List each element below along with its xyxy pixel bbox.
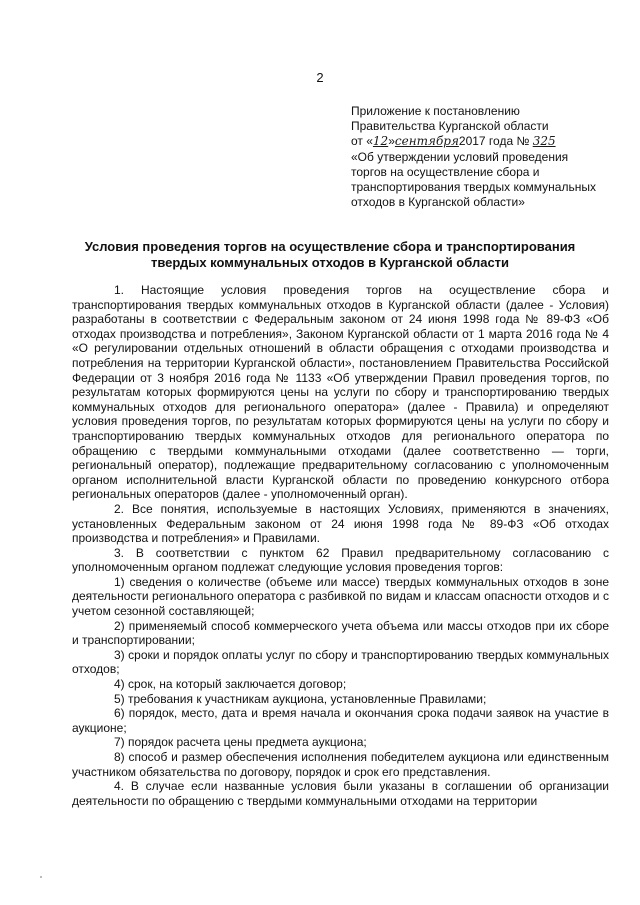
list-item-1: 1) сведения о количестве (объеме или массе) твердых коммунальных отходов в зоне деятельности регионального оператора с разбивкой по видам и классам опасности отходов и с учетом сезонной составляющей;: [72, 574, 609, 619]
appendix-line-2: Правительства Курганской области: [351, 119, 549, 134]
list-item-6: 6) порядок, место, дата и время начала и окончания срока подачи заявок на участие в аукционе;: [72, 706, 609, 735]
appendix-line-5: торгов на осуществление сбора и: [351, 164, 540, 179]
handwritten-number: 325: [532, 134, 556, 149]
list-item-2: 2) применяемый способ коммерческого учета объема или массы отходов при их сборе и транспортировании;: [72, 618, 609, 648]
appendix-date-line: [351, 134, 611, 149]
handwritten-month: сентября: [394, 134, 459, 149]
document-body: [72, 283, 609, 808]
scan-speck: [40, 876, 42, 878]
list-item-4: 4) срок, на который заключается договор;: [114, 677, 347, 692]
paragraph-3: 3. В соответствии с пунктом 62 Правил предварительному согласованию с уполномоченным органом подлежат следующие условия проведения торгов:: [72, 545, 609, 575]
appendix-line-6: транспортирования твердых коммунальных: [351, 180, 596, 195]
document-title: [60, 239, 600, 271]
page-number: 2: [316, 70, 324, 85]
paragraph-4: 4. В случае если названные условия были указаны в соглашении об организации деятельности по обращению с твердыми коммунальными отходами на территории: [72, 779, 609, 808]
list-item-7: 7) порядок расчета цены предмета аукциона;: [114, 735, 367, 750]
list-item-8: 8) способ и размер обеспечения исполнения победителем аукциона или единственным участником обязательства по договору, порядок и срок его представления.: [72, 750, 609, 779]
handwritten-day: 12: [372, 134, 389, 149]
list-item-5: 5) требования к участникам аукциона, установленные Правилами;: [114, 691, 487, 706]
paragraph-2: 2. Все понятия, используемые в настоящих Условиях, применяются в значениях, установленных Федеральным законом от 24 июня 1998 года № 89-ФЗ «Об отходах производства и потребления» и Правилами.: [72, 501, 609, 546]
appendix-header: [351, 104, 611, 210]
appendix-line-4: «Об утверждении условий проведения: [351, 149, 569, 164]
date-prefix: от «: [351, 134, 373, 149]
date-separator: »: [388, 134, 395, 149]
title-line-2: твердых коммунальных отходов в Курганской области: [150, 255, 510, 270]
appendix-line-1: Приложение к постановлению: [351, 104, 520, 118]
paragraph-1: 1. Настоящие условия проведения торгов на осуществление сбора и транспортирования твердых коммунальных отходов в Курганской области (далее - Условия) разработаны в соответствии с Федеральным законом от 24 июня 1998 года № 89-ФЗ «Об отходах производства и потребления», Законом Курганской области от 1 марта 2016 года № 4 «О регулировании отдельных отношений в области обращения с отходами производства и потребления на территории Курганской области», постановлением Правительства Российской Федерации от 3 ноября 2016 года № 1133 «Об утверждении Правил проведения торгов, по результатам которых формируются цены на услуги по сбору и транспортированию твердых коммунальных отходов для регионального оператора» (далее - Правила) и определяют условия проведения торгов, по результатам которых формируются цены на услуги по сбору и транспортированию твердых коммунальных отходов для регионального оператора по обращению с твердыми коммунальными отходами (далее соответственно — торги, региональный оператор), подлежащие предварительному согласованию с уполномоченным органом исполнительной власти Курганской области по проведению конкурсного отбора региональных операторов (далее - уполномоченный орган).: [72, 283, 609, 502]
year-text: 2017 года №: [458, 134, 530, 149]
list-item-3: 3) сроки и порядок оплаты услуг по сбору и транспортированию твердых коммунальных отходов;: [72, 647, 609, 677]
title-line-1: Условия проведения торгов на осуществление сбора и транспортирования: [84, 239, 576, 254]
appendix-line-7: отходов в Курганской области»: [351, 195, 525, 210]
